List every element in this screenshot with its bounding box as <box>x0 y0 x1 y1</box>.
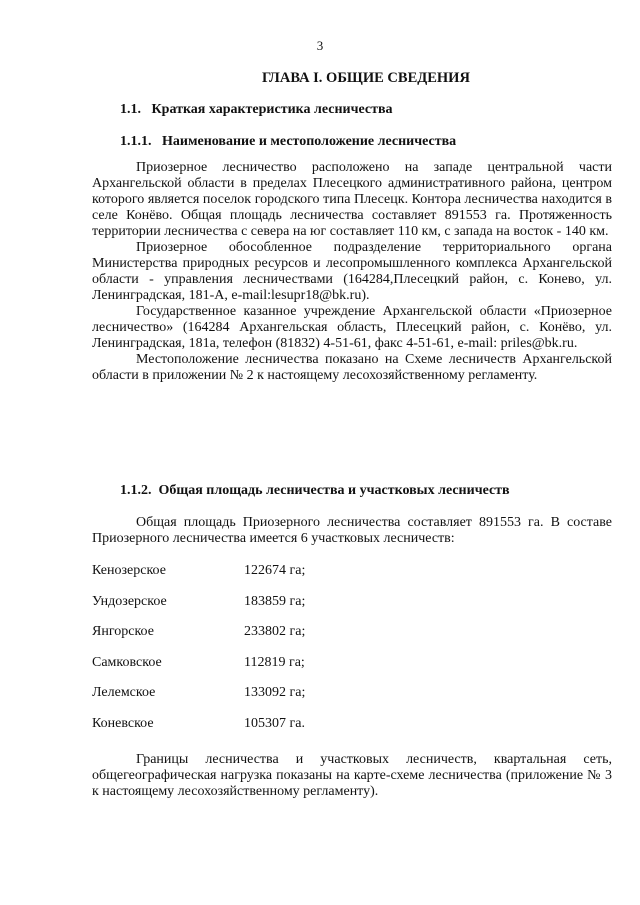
district-area: 133092 га; <box>244 685 306 700</box>
district-name: Коневское <box>92 715 154 731</box>
list-item <box>92 716 392 747</box>
section-1-1-2-body <box>92 515 612 547</box>
paragraph-borders: Границы лесничества и участковых лесничеств, квартальная сеть, общегеографическая нагрузка показаны на карте-схеме лесничества (приложение № 3 к настоящему лесохозяйственному регламенту). <box>92 752 612 799</box>
section-1-1-1-body <box>92 160 612 384</box>
list-item <box>92 655 392 686</box>
paragraph-scheme: Местоположение лесничества показано на Схеме лесничеств Архангельской области в приложении № 2 к настоящему лесохозяйственному регламенту. <box>92 352 612 383</box>
district-area: 122674 га; <box>244 563 306 578</box>
district-area: 105307 га. <box>244 715 305 731</box>
section-heading-1-1-1: 1.1.1. Наименование и местоположение лесничества <box>120 134 457 149</box>
list-item <box>92 563 392 594</box>
section-borders-body <box>92 752 612 800</box>
district-area: 233802 га; <box>244 624 306 639</box>
district-name: Самковское <box>92 654 162 670</box>
list-item <box>92 624 392 655</box>
chapter-title: ГЛАВА I. ОБЩИЕ СВЕДЕНИЯ <box>262 70 470 86</box>
page-number: 3 <box>316 38 324 53</box>
district-name: Ундозерское <box>92 593 167 609</box>
paragraph-subdivision: Приозерное обособленное подразделение территориального органа Министерства природных ресурсов и лесопромышленного комплекса Архангельской области - управления лесничествами (164284,Плесецкий район, с. Конево, ул. Ленинградская, 181-А, e-mail:lesupr18@bk.ru). <box>92 240 612 303</box>
paragraph-location: Приозерное лесничество расположено на западе центральной части Архангельской области в пределах Плесецкого административного района, центром которого является поселок городского типа Плесецк. Контора лесничества находится в селе Конёво. Общая площадь лесничества составляет 891553 га. Протяженность территории лесничества с севера на юг составляет 110 км, с запада на восток - 140 км. <box>92 160 612 239</box>
district-area-list <box>92 563 392 746</box>
list-item <box>92 594 392 625</box>
list-item <box>92 685 392 716</box>
paragraph-total-area: Общая площадь Приозерного лесничества составляет 891553 га. В составе Приозерного лесничества имеется 6 участковых лесничеств: <box>92 515 612 546</box>
district-name: Кенозерское <box>92 563 166 578</box>
section-heading-1-1-2: 1.1.2. Общая площадь лесничества и участковых лесничеств <box>120 483 510 498</box>
section-heading-1-1: 1.1. Краткая характеристика лесничества <box>120 102 393 117</box>
district-area: 183859 га; <box>244 593 306 609</box>
district-area: 112819 га; <box>244 654 305 670</box>
paragraph-institution: Государственное казанное учреждение Архангельской области «Приозерное лесничество» (164284 Архангельская область, Плесецкий район, с. Конёво, ул. Ленинградская, 181а, телефон (81832) 4-51-61, факс 4-51-61, e-mail: priles@bk.ru. <box>92 304 612 351</box>
district-name: Янгорское <box>92 624 154 639</box>
district-name: Лелемское <box>92 685 156 700</box>
